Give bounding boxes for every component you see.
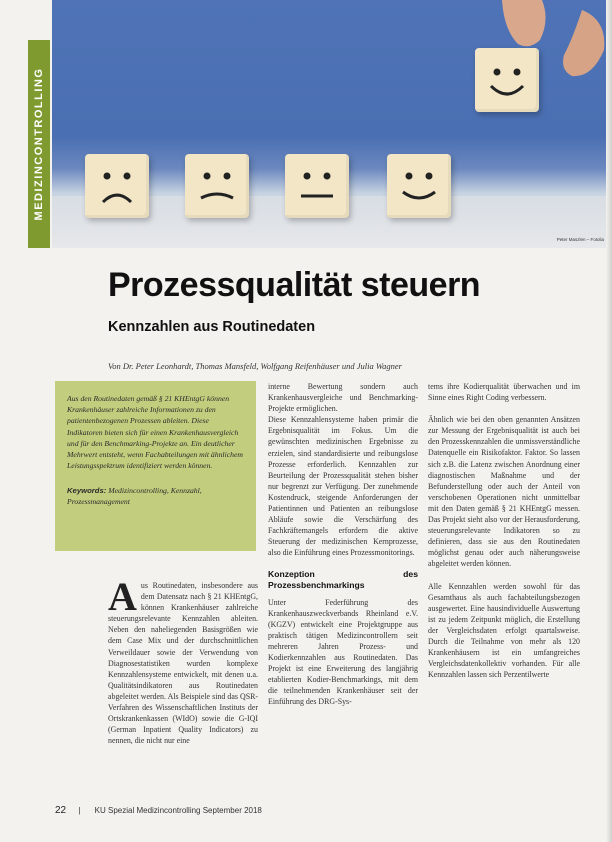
happy-face-icon bbox=[387, 154, 451, 218]
hero-image bbox=[52, 0, 612, 248]
text-column-3 bbox=[428, 381, 580, 680]
abstract-text: Aus den Routinedaten gemäß § 21 KHEntgG können Krankenhäuser zahlreiche Informationen zu den patientenbezogenen Prozessen ableiten. Diese Indikatoren bieten sich für einen Krankenhausvergleich und für den Benchmarking-Projekte an. Ein deutlicher Mehrwert entsteht, wenn Fachabteilungen mit ähnlichem Leistungsspektrum identifiziert werden können. bbox=[67, 394, 243, 471]
text-column-2 bbox=[268, 381, 418, 707]
text-column-1 bbox=[108, 574, 258, 746]
page-footer bbox=[55, 805, 262, 816]
keywords bbox=[67, 485, 246, 507]
cube-unhappy bbox=[185, 154, 249, 218]
section-tab-label: MEDIZINCONTROLLING bbox=[33, 67, 45, 221]
section-tab bbox=[28, 40, 50, 248]
keywords-list: Medizincontrolling, Kennzahl, Prozessmanagement bbox=[67, 486, 202, 507]
body-paragraph: us Routinedaten, insbesondere aus dem Datensatz nach § 21 KHEntgG, können Krankenhäuser zahlreiche steuerungsrelevante Kennzahlen ableiten. Neben den naheliegenden Basisgrößen wie dem Case Mix und der durchschnittlichen Verweildauer sowie der Verwendung von Diagnosestatistiken wurden komplexe Kennzahlensysteme entwickelt, mit denen u.a. Qualitätsindikatoren aus Routinedaten abgeleitet werden. Als Beispiele sind das QSR-Verfahren des Wissenschaftlichen Instituts der Ortskrankenkassen (WIdO) sowie die G-IQI (German Inpatient Quality Indicators) zu nennen, die nicht nur eine bbox=[108, 581, 258, 746]
neutral-face-icon bbox=[285, 154, 349, 218]
body-paragraph: interne Bewertung sondern auch Krankenhausvergleiche und Benchmarking-Projekte ermöglichen. bbox=[268, 382, 418, 414]
very-happy-face-icon bbox=[475, 48, 539, 112]
cube-very-happy bbox=[475, 48, 539, 112]
body-paragraph: Unter Federführung des Krankenhauszweckverbands Rheinland e.V. (KGZV) entwickelt eine Projektgruppe aus praktisch tätigen Medizincontrollern seit mehreren Jahren Prozess- und Kodierkennzahlen aus Routinedaten. Das Projekt ist eine Erweiterung des langjährig etablierten Kodier-Benchmarkings, mit dem die teilnehmenden Krankenhäuser seit der Einführung des DRG-Sys- bbox=[268, 597, 418, 707]
journal-name: KU Spezial Medizincontrolling September 2018 bbox=[94, 806, 262, 815]
section-heading: Konzeption des Prozessbenchmarkings bbox=[268, 568, 418, 590]
cube-sad bbox=[85, 154, 149, 218]
body-paragraph: tems ihre Kodierqualität überwachen und im Sinne eines Right Coding verbessern. bbox=[428, 382, 580, 403]
body-paragraph: Ähnlich wie bei den oben genannten Ansätzen zur Messung der Ergebnisqualität ist auch bei den Prozesskennzahlen die unmissverständliche Datenquelle ein Risikofaktor. Faktor. So lassen sich z.B. die Latenz zwischen Anordnung einer diagnostischen Maßnahme und der Befunderstellung oder auch der Anteil von verschobenen Operationen nicht unmittelbar mit den Daten gemäß § 21 KHEntgG messen. Das Projekt sieht also vor der Herausforderung, steuerungsrelevante Indikatoren so zu definieren, dass sie aus den Routinedaten möglichst genau oder auch näherungsweise abgeleitet werden können. bbox=[428, 415, 580, 569]
body-paragraph: Alle Kennzahlen werden sowohl für das Gesamthaus als auch fachabteilungsbezogen ausgewertet. Eine hausindividuelle Auswertung ist zu jedem Zeitpunkt möglich, die Erstellung der Vergleichsdaten erfolgt quartalsweise. Durch die Teilnahme von mehr als 120 Krankenhäusern ist ein umfangreiches Vergleichsdatenkollektiv vorhanden. Für alle Kennzahlen lassen sich Perzentilwerte bbox=[428, 581, 580, 680]
sad-face-icon bbox=[85, 154, 149, 218]
body-paragraph: Diese Kennzahlensysteme haben primär die Ergebnisqualität im Fokus. Um die gewünschten medizinischen Ergebnisse zu erzielen, sind standardisierte und reibungslose Prozesse erforderlich. Kennzahlen zur Beurteilung der Prozessqualität stehen bisher nur begrenzt zur Verfügung. Der zunehmende Kostendruck, steigende Anforderungen der Patientinnen und Patienten an reibungslose Abläufe sowie die Verschärfung des Fachkräftemangels erfordern die aktive Steuerung der medizinischen Kernprozesse, also die Einführung eines Prozessmonitorings. bbox=[268, 415, 418, 558]
article-authors: Von Dr. Peter Leonhardt, Thomas Mansfeld, Wolfgang Reifenhäuser und Julia Wagner bbox=[108, 361, 402, 371]
page-number: 22 bbox=[55, 805, 67, 816]
article-subtitle: Kennzahlen aus Routinedaten bbox=[108, 319, 316, 335]
article-title: Prozessqualität steuern bbox=[108, 266, 481, 304]
abstract-box bbox=[55, 381, 256, 551]
footer-separator: | bbox=[78, 806, 81, 815]
keywords-label: Keywords: bbox=[67, 486, 107, 496]
photo-credit: Peter Maszlen – Fotolia bbox=[556, 237, 604, 242]
cube-neutral bbox=[285, 154, 349, 218]
drop-cap: A bbox=[108, 574, 137, 619]
page-edge-shadow bbox=[606, 0, 612, 842]
cube-happy bbox=[387, 154, 451, 218]
unhappy-face-icon bbox=[185, 154, 249, 218]
